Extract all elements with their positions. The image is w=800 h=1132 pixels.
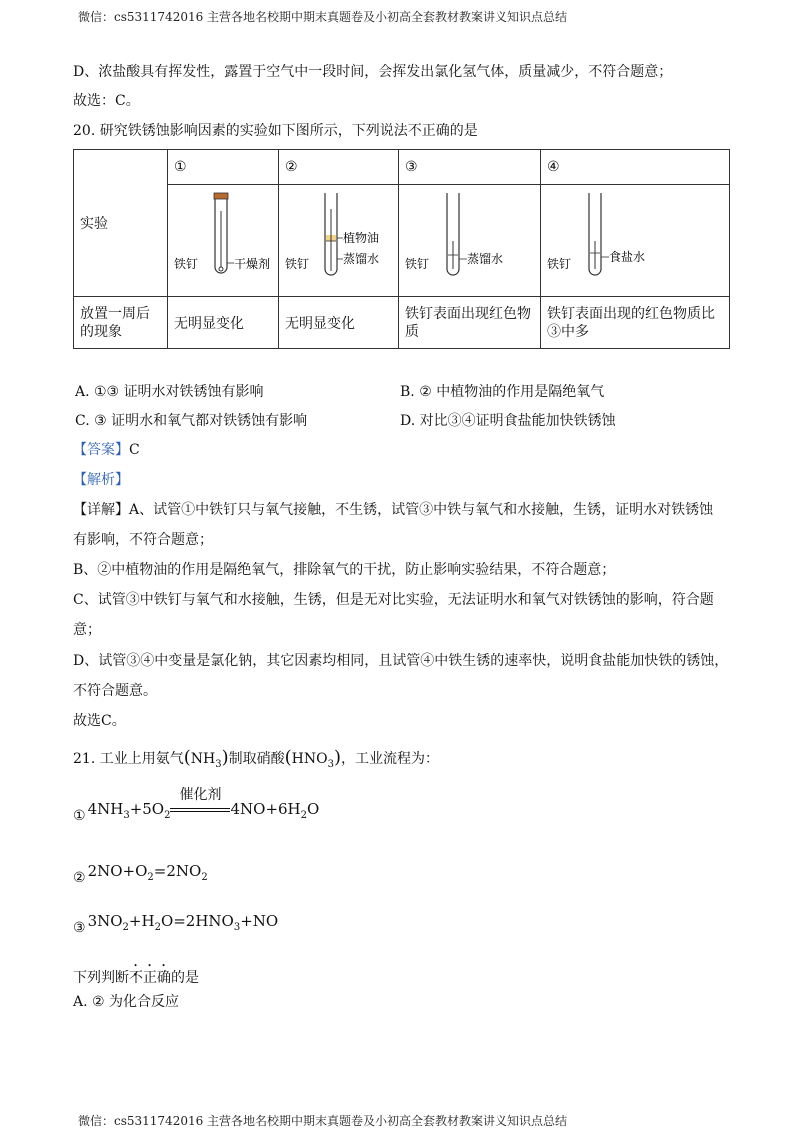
- result-4: 铁钉表面出现的红色物质比③中多: [541, 297, 730, 349]
- answer-value: C: [129, 442, 140, 458]
- detail-a-line2: 有影响，不符合题意；: [73, 532, 213, 548]
- answer-tag: 【答案】: [73, 442, 129, 458]
- prev-conclusion: 故选：C。: [73, 93, 140, 109]
- q21-judge: 下列判断不正确的是: [73, 970, 199, 986]
- q21-option-a: A. ② 为化合反应: [73, 994, 180, 1010]
- test-tube-4-drawing: [547, 189, 722, 289]
- q21-stem: 21. 工业上用氨气$(NH_3)$制取硝酸$(HNO_3)$，工业流程为：: [73, 747, 439, 770]
- result-3: 铁钉表面出现红色物质: [399, 297, 541, 349]
- label-nail-3: 铁钉: [405, 256, 430, 271]
- detail-a-line1: 【详解】A、试管①中铁钉只与氧气接触，不生锈，试管③中铁与氧气和水接触，生锈，证明水对铁锈蚀: [73, 502, 714, 518]
- col-num-1: ①: [168, 150, 279, 185]
- label-nail-4: 铁钉: [547, 256, 572, 271]
- analysis-tag: 【解析】: [73, 472, 129, 488]
- emphasis-text: 不正确: [129, 970, 171, 986]
- q20-option-a: A. ①③ 证明水对铁锈蚀有影响: [75, 384, 264, 400]
- label-desiccant: 干燥剂: [234, 256, 271, 271]
- label-water-2: 蒸馏水: [343, 251, 380, 266]
- label-saltwater: 食盐水: [609, 249, 646, 264]
- label-nail-1: 铁钉: [174, 256, 199, 271]
- tube-2-cell: [279, 185, 399, 297]
- row-label-phenomenon: 放置一周后的现象: [74, 297, 168, 349]
- q20-stem: 20. 研究铁锈蚀影响因素的实验如下图所示，下列说法不正确的是: [73, 123, 478, 139]
- label-water-3: 蒸馏水: [467, 251, 504, 266]
- test-tube-2-drawing: [285, 189, 391, 289]
- catalyst-label: 催化剂: [179, 787, 222, 803]
- test-tube-1-drawing: [174, 189, 272, 289]
- experiment-table: [73, 149, 730, 349]
- page-header: 微信：cs5311742016 主营各地名校期中期末真题卷及小初高全套教材教案讲义知识点总结: [78, 10, 568, 24]
- answer-line: [73, 440, 140, 460]
- test-tube-3-drawing: [405, 189, 533, 289]
- detail-b: B、②中植物油的作用是隔绝氧气，排除氧气的干扰，防止影响实验结果，不符合题意；: [73, 562, 616, 578]
- tube-4-cell: [541, 185, 730, 297]
- q20-option-d: D. 对比③④证明食盐能加快铁锈蚀: [400, 413, 616, 429]
- result-1: 无明显变化: [168, 297, 279, 349]
- equation-3: ③ $3NO_2+H_2O=2HNO_3+NO$: [73, 912, 279, 936]
- tube-3-cell: [399, 185, 541, 297]
- result-2: 无明显变化: [279, 297, 399, 349]
- label-oil: 植物油: [343, 230, 380, 245]
- equation-1: ① $4NH_3+5O_2$ 催化剂 $4NO+6H_2O$: [73, 800, 319, 824]
- page-footer: 微信：cs5311742016 主营各地名校期中期末真题卷及小初高全套教材教案讲义知识点总结: [78, 1114, 568, 1128]
- col-num-4: ④: [541, 150, 730, 185]
- q20-option-b: B. ② 中植物油的作用是隔绝氧气: [400, 384, 605, 400]
- equation-2: ② $2NO+O_2=2NO_2$: [73, 862, 208, 886]
- detail-c-line2: 意；: [73, 622, 101, 638]
- row-label-experiment: 实验: [74, 150, 168, 297]
- tube-1-cell: [168, 185, 279, 297]
- q20-option-c: C. ③ 证明水和氧气都对铁锈蚀有影响: [75, 413, 308, 429]
- label-nail-2: 铁钉: [285, 256, 310, 271]
- detail-d-line2: 不符合题意。: [73, 683, 157, 699]
- q20-conclusion: 故选C。: [73, 713, 126, 729]
- detail-c-line1: C、试管③中铁钉与氧气和水接触，生锈，但是无对比实验，无法证明水和氧气对铁锈蚀的影响，符合题: [73, 592, 714, 608]
- col-num-2: ②: [279, 150, 399, 185]
- col-num-3: ③: [399, 150, 541, 185]
- prev-option-d: D、浓盐酸具有挥发性，露置于空气中一段时间，会挥发出氯化氢气体，质量减少，不符合题意；: [73, 64, 673, 80]
- detail-d-line1: D、试管③④中变量是氯化钠，其它因素均相同，且试管④中铁生锈的速率快，说明食盐能加快铁的锈蚀，: [73, 653, 729, 669]
